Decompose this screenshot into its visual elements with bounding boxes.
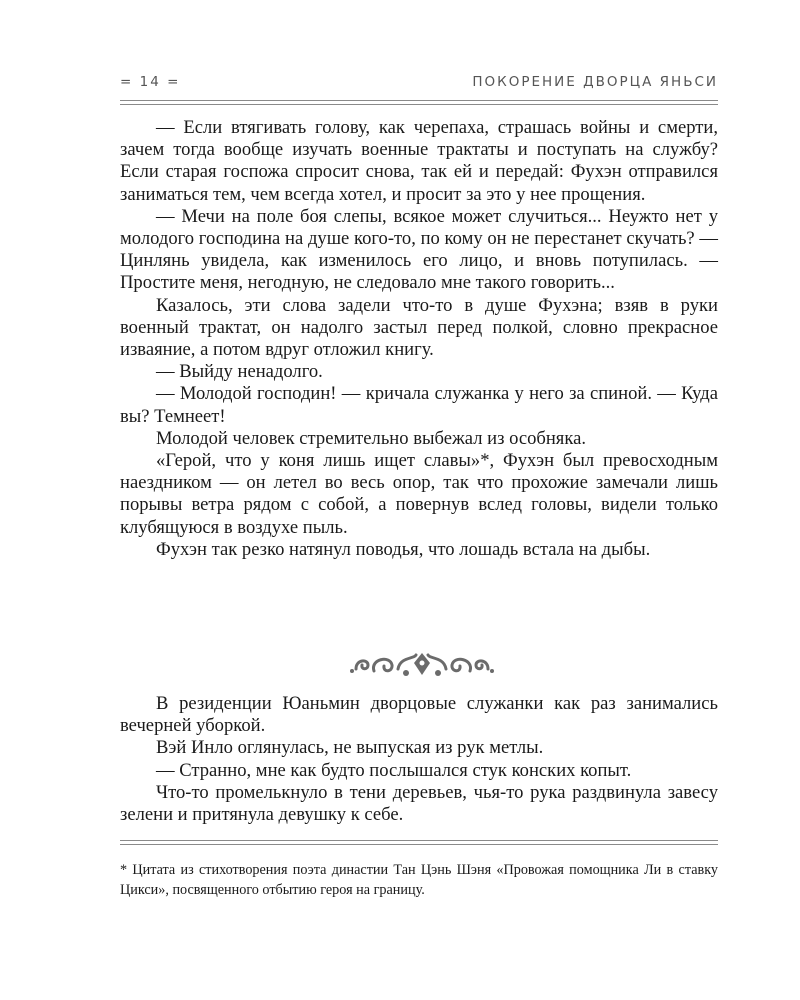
- footnote-rule: [120, 840, 718, 845]
- paragraph: — Мечи на поле боя слепы, всякое может случиться... Неужто нет у молодого господина на душе кого-то, по кому он не перестанет скучать? — Цинлянь увидела, как изменилось его лицо, и вновь потупилась. — Простите меня, негодную, не следовало мне такого говорить...: [120, 205, 718, 294]
- main-text-block: [120, 117, 718, 561]
- paragraph: Вэй Инло оглянулась, не выпуская из рук метлы.: [156, 737, 544, 759]
- scroll-ornament-icon: [350, 647, 494, 681]
- header-rule: [120, 100, 718, 105]
- paragraph: — Если втягивать голову, как черепаха, страшась войны и смерти, зачем тогда вообще изучать военные трактаты и поступать на службу? Если старая госпожа спросит снова, так ей и передай: Фухэн отправился заниматься тем, чем всегда хотел, и просит за это у нее прощения.: [120, 117, 718, 205]
- running-head: [120, 74, 718, 94]
- paragraph: — Странно, мне как будто послышался стук конских копыт.: [156, 759, 632, 781]
- paragraph: Что-то промелькнуло в тени деревьев, чья-то рука раздвинула завесу зелени и притянула девушку к себе.: [120, 781, 718, 826]
- paragraph: Фухэн так резко натянул поводья, что лошадь встала на дыбы.: [156, 538, 651, 560]
- paragraph: В резиденции Юаньмин дворцовые служанки как раз занимались вечерней уборкой.: [120, 693, 718, 737]
- paragraph: Молодой человек стремительно выбежал из особняка.: [156, 427, 587, 449]
- book-title: ПОКОРЕНИЕ ДВОРЦА ЯНЬСИ: [472, 74, 718, 90]
- paragraph: «Герой, что у коня лишь ищет славы»*, Фухэн был превосходным наездником — он летел во весь опор, так что прохожие замечали лишь порывы ветра рядом с собой, а повернув вслед головы, видели только клубящуюся в воздухе пыль.: [120, 450, 718, 538]
- paragraph: Казалось, эти слова задели что-то в душе Фухэна; взяв в руки военный трактат, он надолго застыл перед полкой, словно прекрасное изваяние, а потом вдруг отложил книгу.: [120, 294, 718, 361]
- footnote-text: * Цитата из стихотворения поэта династии Тан Цэнь Шэня «Провожая помощника Ли в ставку Цикси», посвященного отбытию героя на границу.: [120, 862, 718, 898]
- footnote: [120, 860, 718, 900]
- paragraph: — Молодой господин! — кричала служанка у него за спиной. — Куда вы? Темнеет!: [120, 383, 718, 427]
- main-text-block-2: [120, 693, 718, 826]
- page-number: = 14 =: [120, 74, 181, 90]
- paragraph: — Выйду ненадолго.: [156, 361, 323, 383]
